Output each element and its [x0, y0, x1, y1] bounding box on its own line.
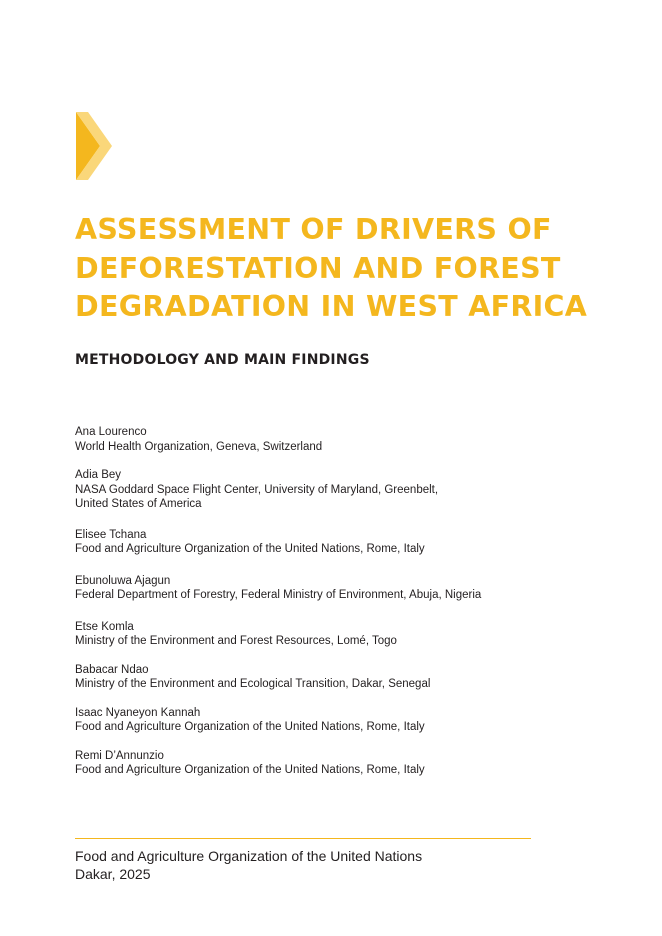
author-name: Ana Lourenco [75, 426, 147, 438]
author-affiliation: Federal Department of Forestry, Federal Ministry of Environment, Abuja, Nigeria [75, 589, 482, 601]
publisher-block [75, 847, 422, 883]
author-affiliation-line-2: United States of America [75, 498, 202, 510]
footer-divider [75, 838, 531, 839]
title-line-2: DEFORESTATION AND FOREST [75, 251, 561, 285]
author-name: Isaac Nyaneyon Kannah [75, 706, 201, 719]
publisher-organization: Food and Agriculture Organization of the United Nations [75, 848, 423, 864]
title-line-3: DEGRADATION IN WEST AFRICA [75, 290, 588, 323]
author-entry [75, 620, 595, 649]
author-entry [75, 574, 595, 603]
publisher-place-year: Dakar, 2025 [75, 866, 151, 882]
author-affiliation: Ministry of the Environment and Ecological Transition, Dakar, Senegal [75, 678, 431, 690]
author-name: Adia Bey [75, 469, 122, 481]
fao-chevron-icon [76, 112, 112, 180]
author-entry [75, 663, 595, 692]
author-affiliation: Food and Agriculture Organization of the United Nations, Rome, Italy [75, 721, 425, 733]
document-subtitle: METHODOLOGY AND MAIN FINDINGS [75, 352, 370, 368]
author-affiliation: NASA Goddard Space Flight Center, University of Maryland, Greenbelt, [75, 483, 439, 496]
author-list [75, 425, 595, 792]
author-affiliation: Food and Agriculture Organization of the United Nations, Rome, Italy [75, 543, 425, 555]
author-entry [75, 425, 595, 454]
document-title [75, 211, 635, 327]
author-name: Remi D’Annunzio [75, 749, 164, 762]
author-affiliation: World Health Organization, Geneva, Switzerland [75, 440, 323, 453]
author-affiliation: Food and Agriculture Organization of the United Nations, Rome, Italy [75, 764, 425, 776]
author-name: Babacar Ndao [75, 663, 149, 676]
title-line-1: ASSESSMENT OF DRIVERS OF [75, 213, 552, 246]
author-entry [75, 749, 595, 778]
author-entry [75, 706, 595, 735]
author-entry [75, 468, 595, 512]
author-name: Etse Komla [75, 620, 134, 633]
author-name: Ebunoluwa Ajagun [75, 574, 171, 587]
author-entry [75, 528, 595, 557]
author-affiliation: Ministry of the Environment and Forest Resources, Lomé, Togo [75, 635, 397, 647]
author-name: Elisee Tchana [75, 528, 147, 541]
